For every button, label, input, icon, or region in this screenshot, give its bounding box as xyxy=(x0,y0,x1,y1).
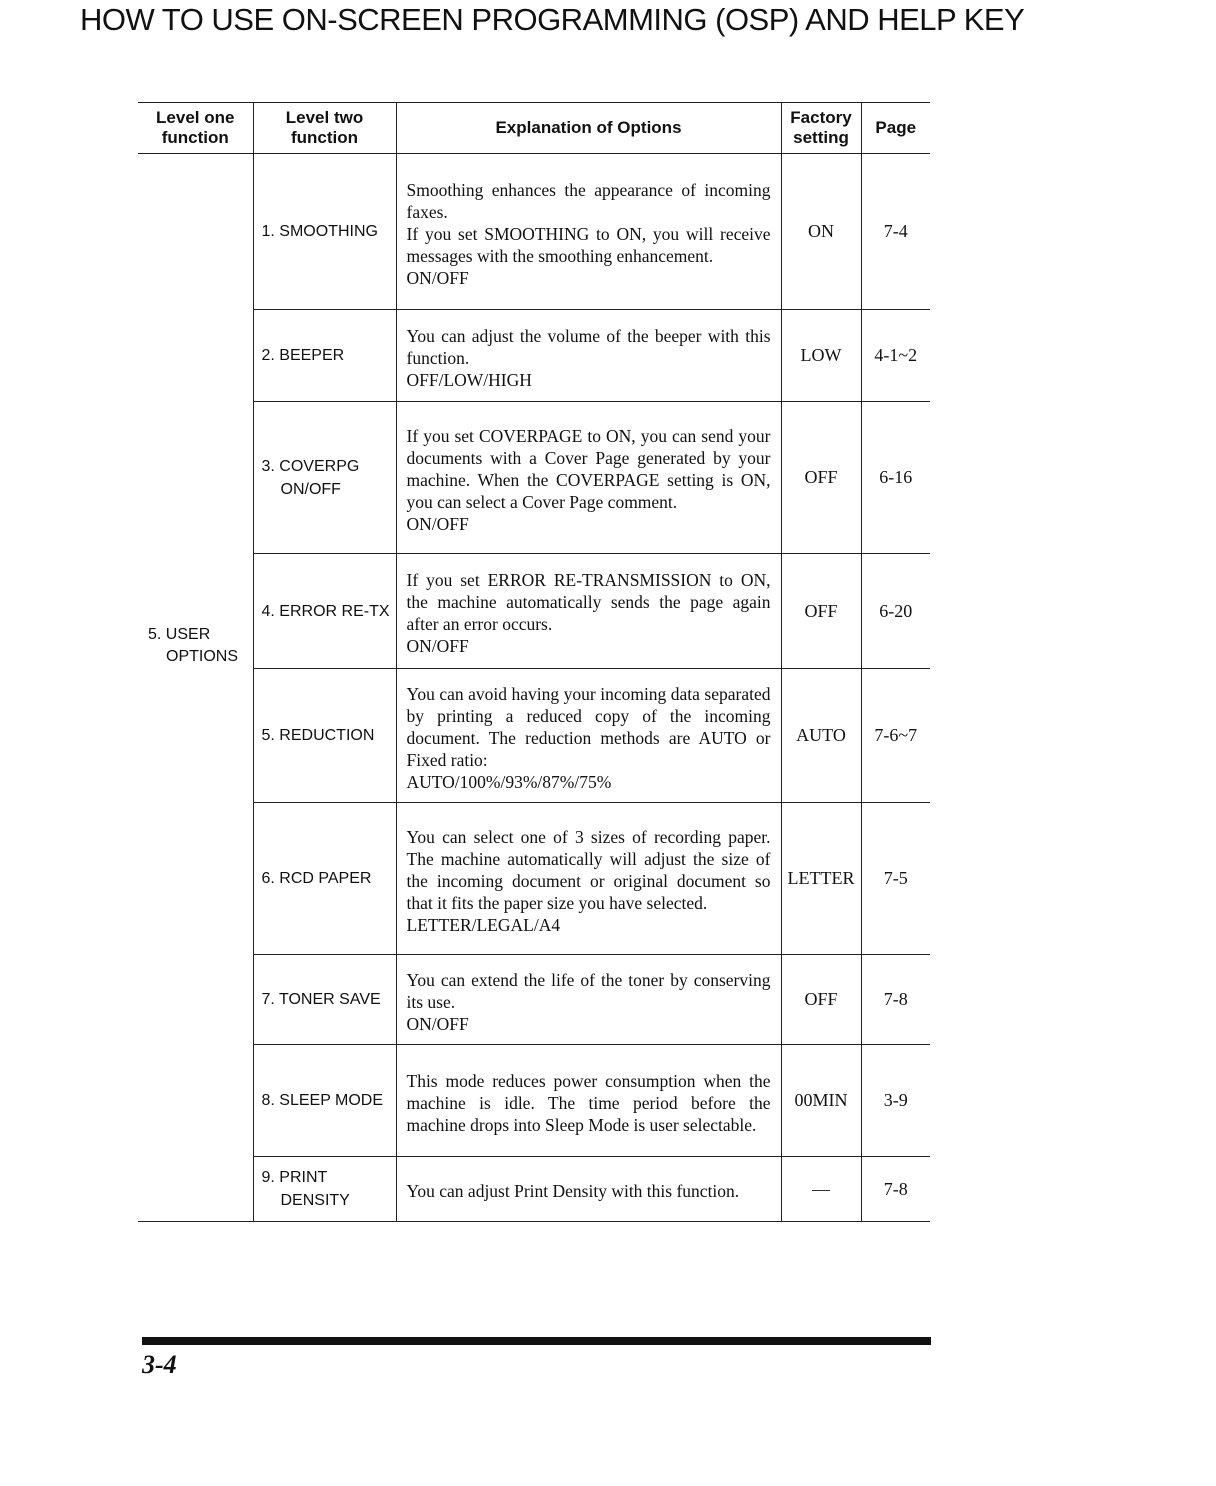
page-ref: 7-8 xyxy=(861,1157,930,1222)
table-header-row xyxy=(138,103,930,154)
header-level-one-line: Level one xyxy=(156,108,235,127)
level-two-function xyxy=(253,669,396,803)
level-two-function xyxy=(253,803,396,955)
explanation-line: You can avoid having your incoming data separated by printing a reduced copy of the incoming document. The reduction methods are AUTO or Fixed ratio: xyxy=(406,683,771,770)
page-number: 3-4 xyxy=(142,1350,177,1379)
page-ref: 4-1~2 xyxy=(861,310,930,402)
level-two-function xyxy=(253,310,396,402)
explanation-line: If you set COVERPAGE to ON, you can send your documents with a Cover Page generated by your machine. When the COVERPAGE setting is ON, you can select a Cover Page comment. xyxy=(406,425,771,512)
explanation-line: ON/OFF xyxy=(406,513,469,534)
explanation-line: This mode reduces power consumption when the machine is idle. The time period before the machine drops into Sleep Mode is user selectable. xyxy=(406,1070,771,1135)
level-two-function xyxy=(253,402,396,554)
page-ref: 7-6~7 xyxy=(861,669,930,803)
osp-options-table xyxy=(138,102,930,1222)
explanation-line: ON/OFF xyxy=(406,1013,469,1034)
factory-setting: OFF xyxy=(781,402,861,554)
header-level-two-line: function xyxy=(290,128,359,147)
level-one-line: OPTIONS xyxy=(166,648,239,665)
factory-setting: LETTER xyxy=(781,803,861,955)
function-line: DENSITY xyxy=(280,1192,350,1209)
explanation-cell xyxy=(396,1157,781,1222)
function-line: 5. REDUCTION xyxy=(261,727,375,744)
explanation-line: LETTER/LEGAL/A4 xyxy=(406,914,561,935)
explanation-line: ON/OFF xyxy=(406,636,469,656)
page-title: HOW TO USE ON-SCREEN PROGRAMMING (OSP) AND HELP KEY xyxy=(80,2,1025,37)
explanation-cell xyxy=(396,154,781,310)
header-factory-line: setting xyxy=(793,128,849,147)
page-ref: 7-5 xyxy=(861,803,930,955)
header-level-two xyxy=(253,103,396,154)
function-line: ON/OFF xyxy=(280,480,341,498)
table-row xyxy=(138,669,930,803)
explanation-cell xyxy=(396,402,781,554)
level-one-line: 5. USER xyxy=(148,626,211,643)
explanation-cell xyxy=(396,310,781,402)
explanation-line: If you set SMOOTHING to ON, you will receive messages with the smoothing enhancement. xyxy=(406,223,771,266)
table-row xyxy=(138,310,930,402)
table-row xyxy=(138,554,930,669)
factory-setting: OFF xyxy=(781,554,861,669)
function-line: 1. SMOOTHING xyxy=(261,223,378,240)
table-row xyxy=(138,955,930,1045)
explanation-line: You can extend the life of the toner by conserving its use. xyxy=(406,969,771,1012)
factory-setting: AUTO xyxy=(781,669,861,803)
table-row xyxy=(138,154,930,310)
explanation-line: AUTO/100%/93%/87%/75% xyxy=(406,771,612,792)
level-one-function xyxy=(138,154,253,1222)
factory-setting: 00MIN xyxy=(781,1045,861,1157)
page-ref: 7-4 xyxy=(861,154,930,310)
explanation-line: You can adjust Print Density with this function. xyxy=(406,1181,740,1201)
explanation-cell xyxy=(396,554,781,669)
explanation-line: You can adjust the volume of the beeper with this function. xyxy=(406,325,771,368)
level-two-function xyxy=(253,955,396,1045)
explanation-cell xyxy=(396,803,781,955)
header-explanation: Explanation of Options xyxy=(396,103,781,154)
function-line: 4. ERROR RE-TX xyxy=(261,602,390,620)
level-two-function xyxy=(253,154,396,310)
footer-rule xyxy=(142,1337,931,1345)
function-line: 3. COVERPG xyxy=(261,457,360,475)
header-level-one-line: function xyxy=(161,128,229,147)
level-two-function xyxy=(253,1045,396,1157)
explanation-line: If you set ERROR RE-TRANSMISSION to ON, the machine automatically sends the page again after an error occurs. xyxy=(406,570,771,634)
explanation-cell xyxy=(396,669,781,803)
explanation-line: Smoothing enhances the appearance of incoming faxes. xyxy=(406,179,771,222)
factory-setting: OFF xyxy=(781,955,861,1045)
factory-setting: LOW xyxy=(781,310,861,402)
table-row xyxy=(138,803,930,955)
page-ref: 6-20 xyxy=(861,554,930,669)
factory-setting: ON xyxy=(781,154,861,310)
explanation-cell xyxy=(396,955,781,1045)
explanation-line: OFF/LOW/HIGH xyxy=(406,369,532,390)
page-ref: 7-8 xyxy=(861,955,930,1045)
function-line: 8. SLEEP MODE xyxy=(261,1092,384,1109)
header-level-one xyxy=(138,103,253,154)
function-line: 9. PRINT xyxy=(261,1169,328,1186)
level-two-function xyxy=(253,554,396,669)
header-factory-setting xyxy=(781,103,861,154)
factory-setting: — xyxy=(781,1157,861,1222)
table-row xyxy=(138,1045,930,1157)
function-line: 7. TONER SAVE xyxy=(261,991,381,1008)
level-two-function xyxy=(253,1157,396,1222)
explanation-cell xyxy=(396,1045,781,1157)
page-ref: 3-9 xyxy=(861,1045,930,1157)
explanation-line: ON/OFF xyxy=(406,267,469,288)
table-row xyxy=(138,1157,930,1222)
header-level-two-line: Level two xyxy=(285,108,364,127)
function-line: 2. BEEPER xyxy=(261,347,345,364)
function-line: 6. RCD PAPER xyxy=(261,870,372,887)
header-page: Page xyxy=(861,103,930,154)
page-ref: 6-16 xyxy=(861,402,930,554)
table-row xyxy=(138,402,930,554)
explanation-line: You can select one of 3 sizes of recording paper. The machine automatically will adjust the size of the incoming document or original document so that it fits the paper size you have selected. xyxy=(406,826,771,913)
header-factory-line: Factory xyxy=(790,108,852,127)
